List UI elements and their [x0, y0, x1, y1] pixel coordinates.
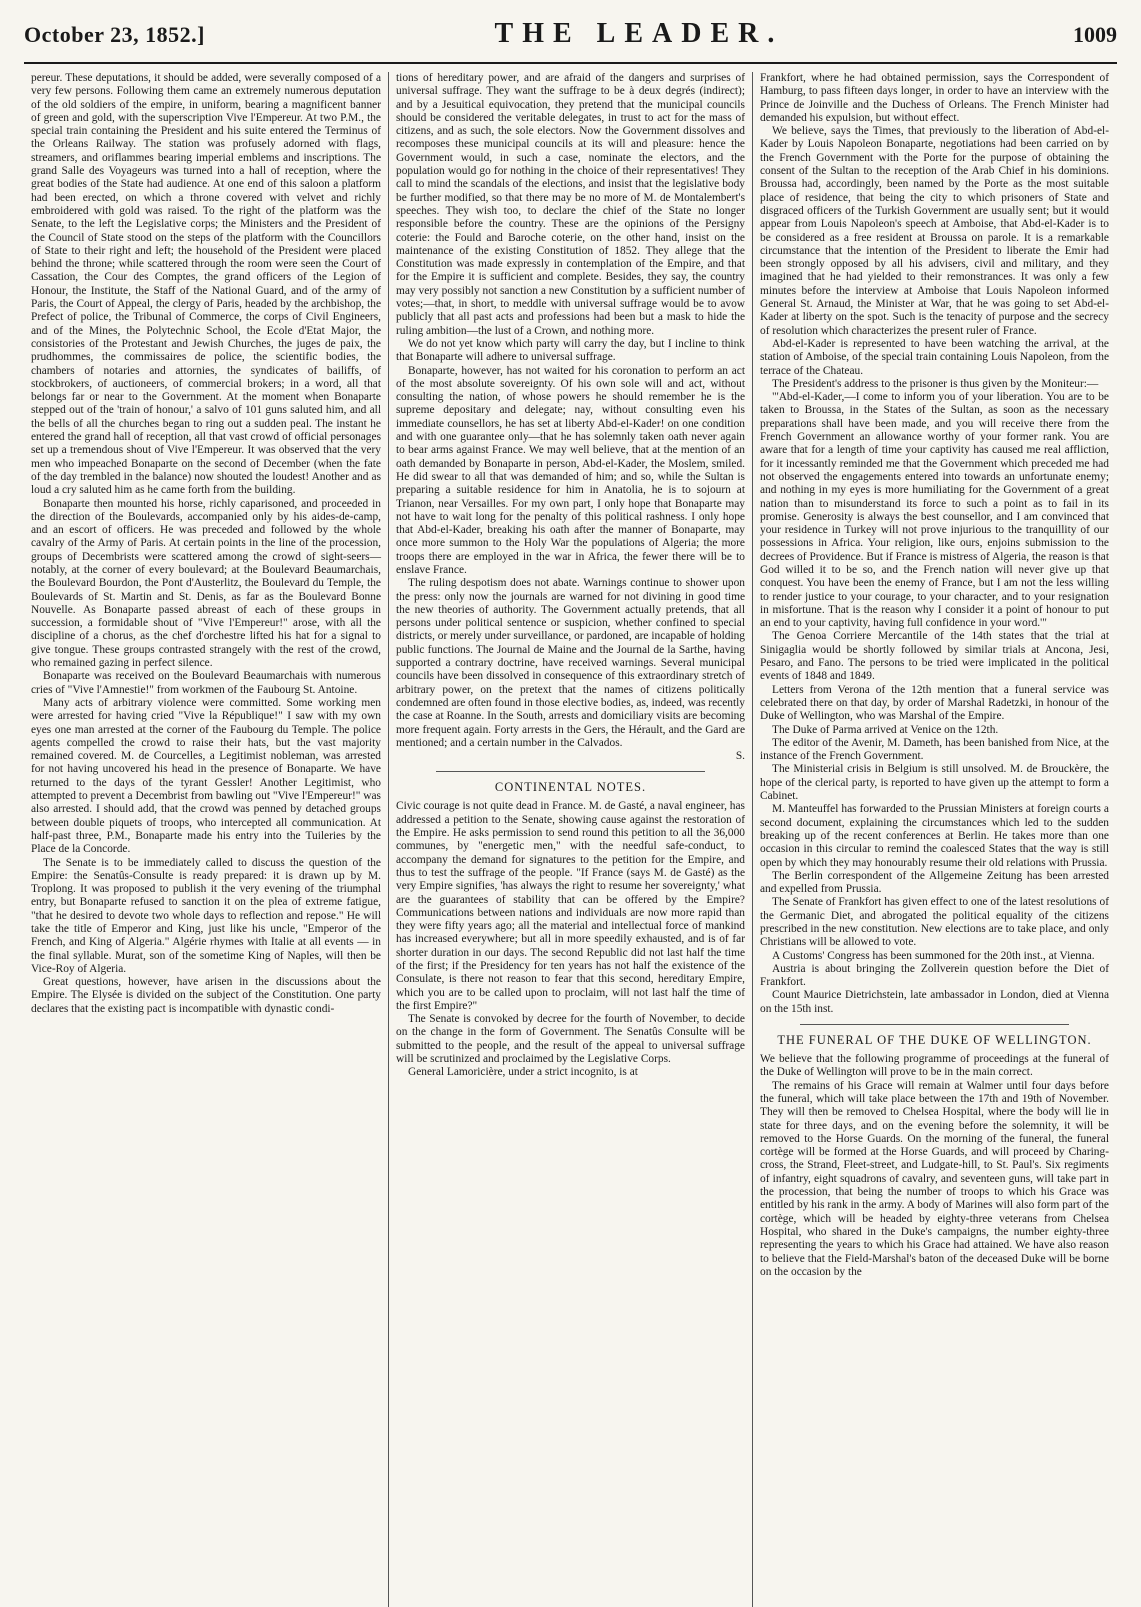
- column-1: [24, 72, 388, 1607]
- paragraph: Count Maurice Dietrichstein, late ambassador in London, died at Vienna on the 15th inst.: [760, 989, 1109, 1015]
- paragraph: Many acts of arbitrary violence were committed. Some working men were arrested for having cried "Vive la République!" I saw with my own eyes one man arrested at the corner of the Faubourg du Temple. The police agents compelled the crowd to raise their hats, but the vast majority remained covered. M. de Courcelles, a Legitimist nobleman, was arrested for not having uncovered his head in the presence of Bonaparte. We have returned to the days of the tyrant Gessler! Another Legitimist, who attempted to prevent a Decembrist from bawling out "Vive l'Empereur!" was also arrested. I should add, that the crowd was penned by detached groups between double piquets of troops, who intercepted all communication. At half-past three, P.M., Bonaparte made his entry into the Tuileries by the Place de la Concorde.: [31, 696, 381, 856]
- section-heading: THE FUNERAL OF THE DUKE OF WELLINGTON.: [777, 1033, 1092, 1048]
- paragraph: Frankfort, where he had obtained permission, says the Correspondent of Hamburg, to pass fifteen days longer, in order to have an interview with the Prince de Joinville and the Duchess of Orleans. The French Minister had demanded his expulsion, but without effect.: [760, 72, 1109, 124]
- paragraph: The editor of the Avenir, M. Dameth, has been banished from Nice, at the instance of the French Government.: [760, 736, 1109, 763]
- paragraph: The Ministerial crisis in Belgium is still unsolved. M. de Brouckère, the hope of the clerical party, is reported to have given up the attempt to form a Cabinet.: [760, 763, 1109, 803]
- paragraph: The remains of his Grace will remain at Walmer until four days before the funeral, which will take place between the 17th and 19th of November. They will then be removed to Chelsea Hospital, where the body will lie in state for three days, and on the evening before the solemnity, it will be removed to the Horse Guards. On the morning of the funeral, the funeral cortège will be formed at the Horse Guards, and will proceed by Charing-cross, the Strand, Fleet-street, and Ludgate-hill, to St. Paul's. Six regiments of infantry, eight squadrons of cavalry, and seventeen guns, will take part in the procession, that being the number of troops to which his Grace was entitled by his rank in the army. A body of Marines will also form part of the cortège, which will be headed by eighty-three veterans from Chelsea Hospital, who shared in the Duke's campaigns, the number eighty-three representing the years to which his Grace had attained. We have also reason to believe that the Field-Marshal's baton of the deceased Duke will be borne on the occasion by the: [760, 1079, 1109, 1278]
- quoted-address: "'Abd-el-Kader,—I come to inform you of your liberation. You are to be taken to Broussa, in the States of the Sultan, as soon as the necessary preparations shall have been made, and you will receive there from the French Government an allowance worthy of your former rank. You are aware that for a length of time your captivity has caused me real affliction, for it incessantly reminded me that the Government which preceded me had not observed the engagements entered into towards an unfortunate enemy; and nothing in my eyes is more humiliating for the Government of a great nation than to misunderstand its force to such a point as to fail in its promise. Generosity is always the best counsellor, and I am convinced that your residence in Turkey will not prove injurious to the tranquillity of our possessions in Africa. Your religion, like ours, enjoins submission to the decrees of Providence. But if France is mistress of Algeria, the reason is that God willed it to be so, and the French nation will never give up that conquest. You have been the enemy of France, but I am not the less willing to render justice to your courage, to your character, and to your resignation in misfortune. That is the reason why I consider it a point of honour to put an end to your captivity, having full confidence in your word.'": [760, 391, 1109, 630]
- section-divider: [436, 771, 705, 772]
- column-2: [388, 72, 752, 1607]
- paragraph: We believe, says the Times, that previously to the liberation of Abd-el-Kader by Louis Napoleon Bonaparte, negotiations had been carried on by the French Government with the Porte for the purpose of obtaining the consent of the Sultan to the reception of the Arab Chief in his dominions. Broussa had, accordingly, been named by the Porte as the most suitable place of residence, that being the city to which prisoners of State and disgraced officers of the Turkish Government are usually sent; but it would appear from Louis Napoleon's speech at Amboise, that Abd-el-Kader is to be considered as a free resident at Broussa on parole. It is a remarkable circumstance that the intention of the President to liberate the Emir had been strongly opposed by all his advisers, civil and military, and they imagined that he had yielded to their remonstrances. It was only a few minutes before the interview at Amboise that Louis Napoleon informed General St. Arnaud, the Minister at War, that he was going to set Abd-el-Kader at liberty on the spot. Such is the tenacity of purpose and the secrecy of resolution which characterizes the present ruler of France.: [760, 125, 1109, 337]
- paragraph: Bonaparte then mounted his horse, richly caparisoned, and proceeded in the direction of the Boulevards, accompanied only by his aides-de-camp, and an escort of officers. He was preceded and followed by the whole cavalry of the Army of Paris. At certain points in the line of the procession, groups of Decembrists were scattered among the crowd of sight-seers—notably, at the corner of every boulevard; at the Boulevard Beaumarchais, the Boulevard Bourdon, the Pont d'Austerlitz, the Boulevard du Temple, the Boulevards of St. Martin and St. Denis, as far as the Boulevard Bonne Nouvelle. As Bonaparte passed abreast of each of these groups in succession, a formidable shout of "Vive l'Empereur!" arose, with all the discipline of a chorus, as the chef d'orchestre lifted his hat for a signal to give tongue. These groups contrasted strangely with the rest of the crowd, who remained gazing in perfect silence.: [31, 497, 381, 670]
- newspaper-title: THE LEADER.: [494, 18, 784, 49]
- paragraph: The Senate of Frankfort has given effect to one of the latest resolutions of the Germanic Diet, and abrogated the political equality of the citizens prescribed in the new constitution. New elections are to take place, and only Christians will be allowed to vote.: [760, 896, 1109, 949]
- paragraph: Letters from Verona of the 12th mention that a funeral service was celebrated there on that day, by order of Marshal Radetzki, in honour of the Duke of Wellington, who was Marshal of the Empire.: [760, 683, 1109, 723]
- section-heading: CONTINENTAL NOTES.: [494, 780, 647, 795]
- paragraph: tions of hereditary power, and are afraid of the dangers and surprises of universal suffrage. They want the suffrage to be à deux degrés (indirect); and by a Jesuitical equivocation, they pretend that the municipal councils should be considered the veritable delegates, in trust to act for the mass of citizens, and as such, the sole electors. Now the Government dissolves and recomposes these municipal councils at its will and pleasure: hence the Government would, in such a case, nominate the electors, and the population would go for nothing in the choice of their representatives! They call to mind the scandals of the elections, and insist that the legislative body be further modified, so that there may be no more of M. de Montalembert's speeches. They wish too, to declare the chief of the State no longer responsible before the country. These are the opinions of the Persigny coterie: the Fould and Baroche coterie, on the other hand, insist on the maintenance of the existing Constitution of 1852. They allege that the Constitution was made expressly in contemplation of the Empire, and that for the Empire it is sufficient and complete. Besides, they say, the country may very possibly not sanction a new Constitution by a sufficient number of votes;—that, in short, to meddle with universal suffrage would be to avow publicly that all past acts and professions had been but a mask to hide the ruling ambition—the lust of a Crown, and nothing more.: [396, 72, 745, 337]
- author-signature: S.: [735, 750, 745, 763]
- paragraph: Abd-el-Kader is represented to have been watching the arrival, at the station of Amboise, of the special train containing Louis Napoleon, from the terrace of the Chateau.: [760, 337, 1109, 377]
- page-number: 1009: [1072, 22, 1117, 47]
- paragraph: Great questions, however, have arisen in the discussions about the Empire. The Elysée is divided on the subject of the Constitution. One party declares that the existing pact is incompatible with dynastic condi-: [31, 976, 381, 1015]
- paragraph: The President's address to the prisoner is thus given by the Moniteur:—: [772, 377, 1099, 390]
- paragraph: Austria is about bringing the Zollverein question before the Diet of Frankfort.: [760, 962, 1109, 989]
- paragraph: The Duke of Parma arrived at Venice on the 12th.: [772, 723, 999, 736]
- column-3: [752, 72, 1116, 1607]
- paragraph: A Customs' Congress has been summoned for the 20th inst., at Vienna.: [772, 949, 1095, 962]
- paragraph: M. Manteuffel has forwarded to the Prussian Ministers at foreign courts a second document, explaining the circumstances which led to the sudden breaking up of the recent conferences at Berlin. He takes more than one occasion in this circular to remind the coalesced States that the way is still open by which they may honourably resume their old relations with Prussia.: [760, 803, 1109, 869]
- masthead: [24, 18, 1117, 64]
- paragraph: Bonaparte was received on the Boulevard Beaumarchais with numerous cries of "Vive l'Amnestie!" from workmen of the Faubourg St. Antoine.: [31, 670, 381, 696]
- paragraph: The ruling despotism does not abate. Warnings continue to shower upon the press: only now the journals are warned for not divining in good time the new theories of authority. The Government actually pretends, that all persons under political sentence or suspicion, whether confined to special districts, or merely under surveillance, or pardoned, are incapable of holding public functions. The Journal de Maine and the Journal de la Sarthe, having supported a contrary doctrine, have received warnings. Several municipal councils have been dissolved in consequence of this extraordinary stretch of arbitrary power, on the pretext that the names of citizens politically condemned are often found in those elective bodies, as, indeed, was recently the case at Roanne. In the South, arrests and domiciliary visits are becoming more frequent again. Forty arrests in the Gers, the Hérault, and the Gard are mentioned; and a certain number in the Calvados.: [396, 577, 745, 749]
- paragraph: The Senate is convoked by decree for the fourth of November, to decide on the change in the form of Government. The Senatûs Consulte will be submitted to the people, and the result of the appeal to universal suffrage will be scrutinized and proclaimed by the Legislative Corps.: [396, 1013, 745, 1066]
- paragraph: pereur. These deputations, it should be added, were severally composed of a very few persons. Following them came an extremely numerous deputation of the old soldiers of the empire, in uniform, bearing a magnificent banner of green and gold, with the superscription Vive l'Empereur. At two P.M., the special train containing the President and his suite entered the Terminus of the Orleans Railway. The station was profusely adorned with flags, streamers, and oriflammes bearing imperial emblems and inscriptions. The grand Salle des Voyageurs was turned into a hall of reception, where the great bodies of the State had audience. At one end of this saloon a platform had been erected, on which a throne covered with velvet and richly embroidered with gold was raised. To the right of the platform was the Senate, to the left the Legislative corps; the Ministers and the President of the Council of State stood on the steps of the platform with the Councillors of State to their right and left; the household of the President were placed behind the throne; while scattered through the room were seen the Court of Cassation, the Cour des Comptes, the grand officers of the Legion of Honour, the Institute, the Staff of the National Guard, and of the army of Paris, the Court of Appeal, the clergy of Paris, headed by the archbishop, the Prefect of police, the Tribunal of Commerce, the corps of Civil Engineers, and of the Mines, the Polytechnic School, the Ecole d'Etat Major, the consistories of the Protestant and Jewish Churches, the juges de paix, the prudhommes, the commissaires de police, the scientific bodies, the chambers of notaries and attornies, the syndicates of bailiffs, of stockbrokers, of auctioneers, of commercial brokers; in a word, all that belongs far or near to the Government. At the moment when Bonaparte stepped out of the 'train of honour,' a salvo of 101 guns saluted him, and all the bells of all the churches began to ring out a sudden peal. The instant he entered the grand hall of reception, all that vast crowd of official personages set up a tremendous shout of Vive l'Empereur. It was observed that the very men who impeached Bonaparte on the second of December (when the fate of the day trembled in the balance) now shouted the loudest! Another and as loud a cry saluted him as he came forth from the building.: [31, 72, 381, 497]
- issue-date: October 23, 1852.]: [24, 22, 205, 47]
- paragraph: The Berlin correspondent of the Allgemeine Zeitung has been arrested and expelled from Prussia.: [760, 869, 1109, 896]
- paragraph: We believe that the following programme of proceedings at the funeral of the Duke of Wellington will prove to be in the main correct.: [760, 1053, 1109, 1079]
- paragraph: Bonaparte, however, has not waited for his coronation to perform an act of the most absolute sovereignty. Of his own sole will and act, without consulting the nation, of whose powers he should remember he is the supreme depositary and delegate; nay, without consulting even his immediate counsellors, he has set at liberty Abd-el-Kader! on one condition and with one guarantee only—that he has solemnly taken oath never again to bear arms against France. We may well believe, that at the mention of an oath demanded by Bonaparte in person, Abd-el-Kader, the Moslem, smiled. He did swear to all that was demanded of him; and so, while the Sultan is preparing a suitable residence for him in Anatolia, he is to sojourn at Trianon, near Versailles. For my own part, I only hope that Bonaparte may not have to wait long for the penalty of this political rashness. I only hope that Abd-el-Kader, breaking his oath after the manner of Bonaparte, may once more summon to the Holy War the populations of Algeria; the more troops there are employed in the war in Africa, the fewer there will be to enslave France.: [396, 364, 745, 576]
- paragraph: The Senate is to be immediately called to discuss the question of the Empire: the Senatûs-Consulte is ready prepared: it is drawn up by M. Troplong. It was proposed to publish it the very evening of the triumphal entry, but Bonaparte refused to sanction it on the plea of extreme fatigue, "that he desired to devote two whole days to reflection and repose." He will take the title of Emperor and King, just like his uncle, "Emperor of the French, and King of Algeria." Algérie rhymes with Italie at all events — in the final syllable. Murat, son of the sometime King of Naples, will then be Vice-Roy of Algeria.: [31, 856, 381, 975]
- article-columns: [24, 72, 1117, 1607]
- paragraph: Civic courage is not quite dead in France. M. de Gasté, a naval engineer, has addressed a petition to the Senate, showing cause against the restoration of the Empire. He asks permission to send round this petition to all the 36,000 communes, by "energetic men," with the needful safe-conduct, to accompany the demand for signatures to the petition for the Empire, and thus to test the suffrage of the people. "If France (says M. de Gasté) as the very Empire signifies, 'has always the right to resume her sovereignty,' what are the guarantees of stability that can be offered by the Empire? Communications between nations and individuals are now more rapid than they were fifty years ago; all the material and intellectual force of mankind has increased everywhere; but all in more speedily exhausted, and is of far shorter duration in our days. The second Republic did not last half the time of the first; if the Presidency for ten years has not half the existence of the Consulate, is there not reason to fear that this second, hereditary Empire, which you are to be called upon to proclaim, will not last half the time of the first Empire?": [396, 800, 745, 1012]
- paragraph: The Genoa Corriere Mercantile of the 14th states that the trial at Sinigaglia would be shortly followed by similar trials at Ancona, Jesi, Pesaro, and Fano. The persons to be tried were implicated in the political events of 1848 and 1849.: [760, 630, 1109, 683]
- paragraph: We do not yet know which party will carry the day, but I incline to think that Bonaparte will adhere to universal suffrage.: [396, 337, 745, 364]
- paragraph: General Lamoricière, under a strict incognito, is at: [408, 1066, 638, 1079]
- section-divider: [800, 1024, 1069, 1025]
